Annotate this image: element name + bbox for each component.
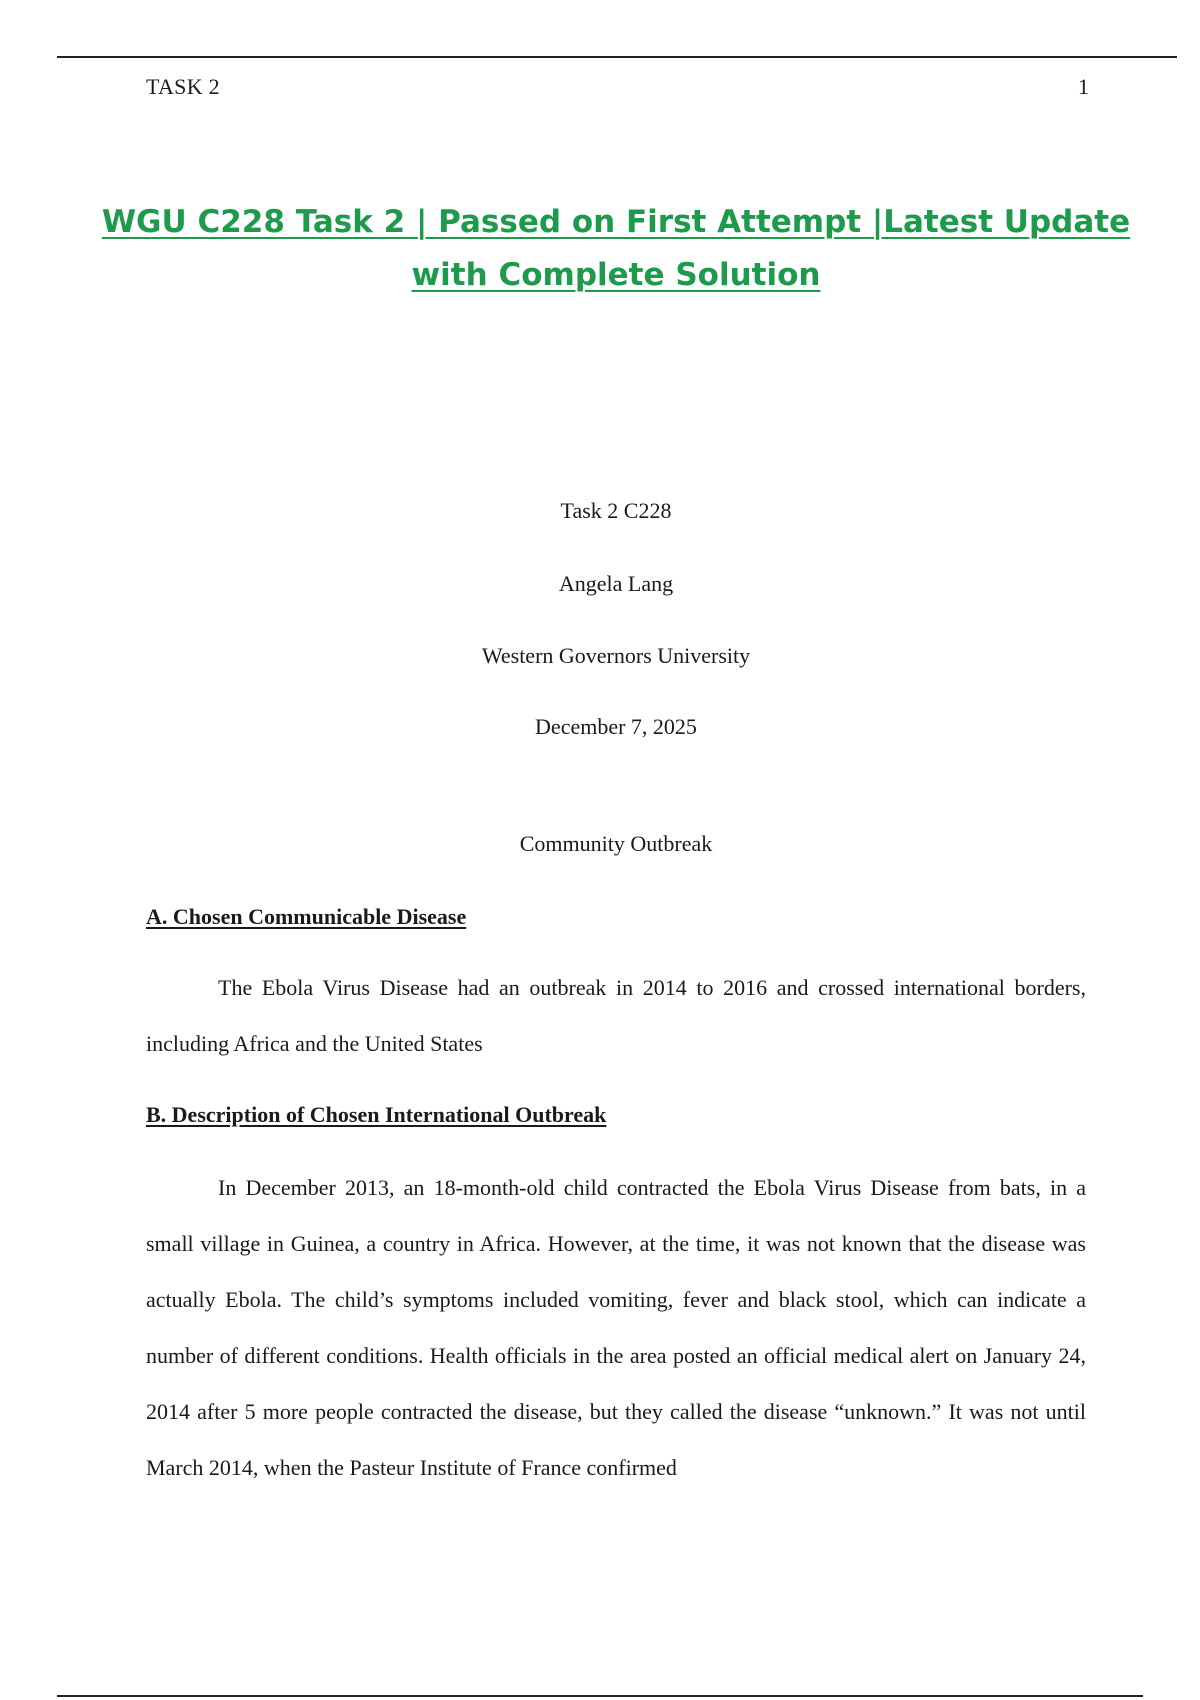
top-rule xyxy=(57,56,1177,58)
institution-name: Western Governors University xyxy=(481,643,751,668)
paper-date: December 7, 2025 xyxy=(535,714,697,739)
document-banner[interactable] xyxy=(100,196,1132,302)
section-b-paragraph: In December 2013, an 18-month-old child contracted the Ebola Virus Disease from bats, in a small village in Guinea, a country in Africa. However, at the time, it was not known that the disease was actually Ebola. The child’s symptoms included vomiting, fever and black stool, which can indicate a number of different conditions. Health officials in the area posted an official medical alert on January 24, 2014 after 5 more people contracted the disease, but they called the disease “unknown.” It was not until March 2014, when the Pasteur Institute of France confirmed xyxy=(146,1175,1086,1480)
page-number: 1 xyxy=(1078,74,1089,99)
author-name: Angela Lang xyxy=(558,571,674,596)
running-head: TASK 2 xyxy=(146,74,220,99)
banner-line-1[interactable]: WGU C228 Task 2 | Passed on First Attempt |Latest Update xyxy=(101,204,1131,240)
paper-title: Task 2 C228 xyxy=(560,498,672,523)
section-a-heading: A. Chosen Communicable Disease xyxy=(146,904,467,929)
bottom-rule xyxy=(57,1695,1143,1697)
section-a-paragraph: The Ebola Virus Disease had an outbreak in 2014 to 2016 and crossed international borders, including Africa and the United States xyxy=(146,975,1086,1056)
section-b-heading: B. Description of Chosen International Outbreak xyxy=(146,1102,607,1127)
section-subtitle: Community Outbreak xyxy=(519,831,713,856)
banner-line-2[interactable]: with Complete Solution xyxy=(411,257,821,293)
